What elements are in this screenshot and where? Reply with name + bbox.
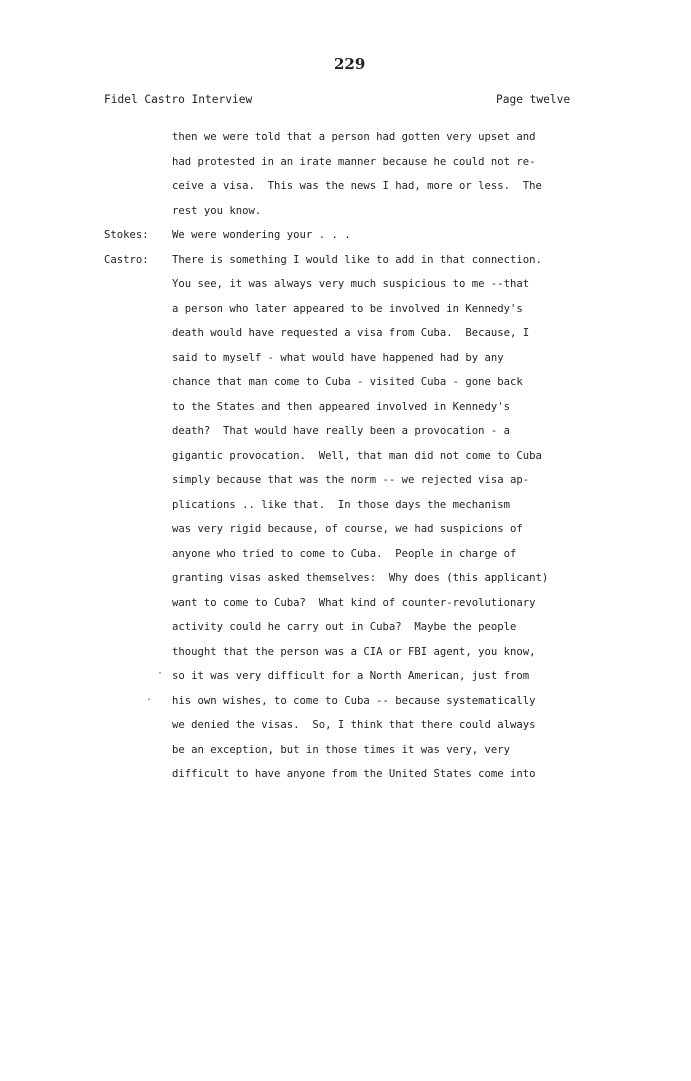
transcript-line: rest you know.	[172, 205, 262, 217]
transcript-line: granting visas asked themselves: Why does (this applicant)	[172, 572, 549, 584]
header-page-label: Page twelve	[496, 93, 571, 106]
transcript-line: plications .. like that. In those days the mechanism	[172, 499, 511, 511]
transcript-line: You see, it was always very much suspicious to me --that	[172, 278, 530, 290]
speaker-label: Castro:	[104, 254, 149, 266]
transcript-line: a person who later appeared to be involved in Kennedy's	[172, 303, 523, 315]
transcript-line: his own wishes, to come to Cuba -- because systematically	[172, 695, 536, 707]
transcript-line: said to myself - what would have happened had by any	[172, 352, 504, 364]
transcript-line: gigantic provocation. Well, that man did not come to Cuba	[172, 450, 542, 462]
transcript-line: ceive a visa. This was the news I had, more or less. The	[172, 180, 542, 192]
transcript-line: was very rigid because, of course, we had suspicions of	[172, 523, 523, 535]
speaker-label: Stokes:	[104, 229, 149, 241]
transcript-line: we denied the visas. So, I think that there could always	[172, 719, 536, 731]
transcript-line: activity could he carry out in Cuba? Maybe the people	[172, 621, 517, 633]
transcript-line: simply because that was the norm -- we rejected visa ap-	[172, 474, 530, 486]
margin-mark: .	[146, 692, 153, 703]
transcript-line: had protested in an irate manner because he could not re-	[172, 156, 536, 168]
transcript-line: death? That would have really been a provocation - a	[172, 425, 511, 437]
transcript-line: want to come to Cuba? What kind of counter-revolutionary	[172, 597, 536, 609]
transcript-line: then we were told that a person had gotten very upset and	[172, 131, 536, 143]
transcript-line: be an exception, but in those times it was very, very	[172, 744, 511, 756]
page-number: 229	[334, 55, 366, 73]
transcript-line: anyone who tried to come to Cuba. People in charge of	[172, 548, 517, 560]
transcript-line: thought that the person was a CIA or FBI agent, you know,	[172, 646, 536, 658]
transcript-line: chance that man come to Cuba - visited Cuba - gone back	[172, 376, 523, 388]
transcript-line: There is something I would like to add in that connection.	[172, 254, 542, 266]
transcript-line: We were wondering your . . .	[172, 229, 351, 241]
transcript-line: death would have requested a visa from Cuba. Because, I	[172, 327, 530, 339]
header-title: Fidel Castro Interview	[104, 93, 253, 106]
margin-mark: ·	[157, 668, 164, 679]
transcript-line: difficult to have anyone from the United States come into	[172, 768, 536, 780]
transcript-line: to the States and then appeared involved in Kennedy's	[172, 401, 511, 413]
transcript-line: so it was very difficult for a North American, just from	[172, 670, 530, 682]
